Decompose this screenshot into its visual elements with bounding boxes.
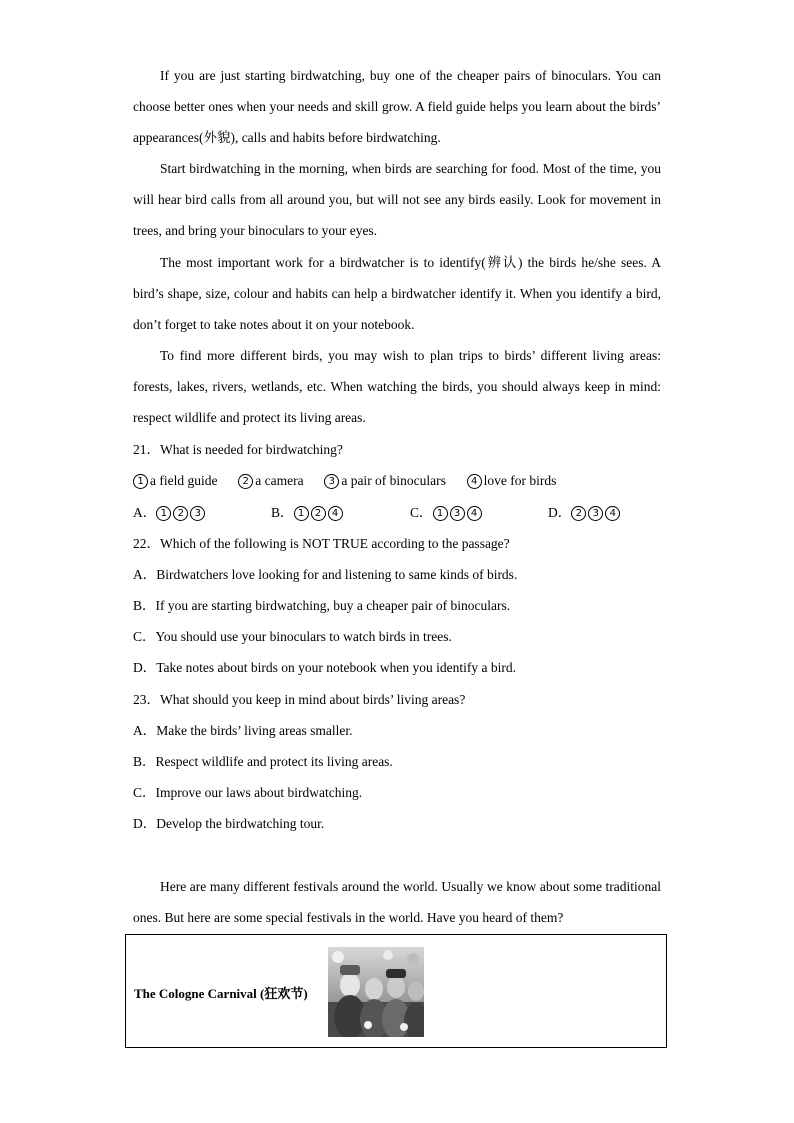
- q22-option-c: C．You should use your binoculars to watch birds in trees.: [133, 629, 452, 644]
- q21-stem: 21．What is needed for birdwatching?: [133, 442, 343, 457]
- q23-option-a: A．Make the birds’ living areas smaller.: [133, 723, 353, 738]
- q22-stem: 22．Which of the following is NOT TRUE according to the passage?: [133, 536, 510, 551]
- carnival-photo: [328, 947, 424, 1037]
- q23-option-d: D．Develop the birdwatching tour.: [133, 816, 325, 831]
- q21-items: [133, 471, 556, 491]
- q21-option-b: B． 1 2 4: [271, 503, 345, 523]
- festival-title: The Cologne Carnival (狂欢节): [134, 986, 308, 1001]
- q21-item-1: 1 a field guide: [133, 473, 217, 488]
- q22-option-b: B．If you are starting birdwatching, buy a cheaper pair of binoculars.: [133, 598, 511, 613]
- q21-item-3: 3 a pair of binoculars: [324, 473, 446, 488]
- q23-option-c: C．Improve our laws about birdwatching.: [133, 785, 363, 800]
- q21-option-a: A． 1 2 3: [133, 503, 207, 523]
- q23-option-b: B．Respect wildlife and protect its living areas.: [133, 754, 393, 769]
- passage1-paragraph-4: To find more different birds, you may wish to plan trips to birds’ different living areas: forests, lakes, rivers, wetlands, etc. When watching the birds, you should always keep in mind: respect wildlife and protect its living areas.: [133, 348, 661, 426]
- festival-table: [125, 934, 667, 1048]
- q22-option-a: A．Birdwatchers love looking for and listening to same kinds of birds.: [133, 567, 518, 582]
- carnival-photo-image: [328, 947, 424, 1037]
- q22-option-d: D．Take notes about birds on your notebook when you identify a bird.: [133, 660, 516, 675]
- passage2-intro: Here are many different festivals around the world. Usually we know about some traditional ones. But here are some special festivals in the world. Have you heard of them?: [133, 879, 661, 926]
- passage1-paragraph-2: Start birdwatching in the morning, when birds are searching for food. Most of the time, you will hear bird calls from all around you, but will not see any birds easily. Look for movement in trees, and bring your binoculars to your eyes.: [133, 161, 661, 239]
- passage1-paragraph-1: If you are just starting birdwatching, buy one of the cheaper pairs of binoculars. You can choose better ones when your needs and skill grow. A field guide helps you learn about the birds’ appearances(外貌), calls and habits before birdwatching.: [133, 68, 661, 146]
- q21-item-2: 2 a camera: [238, 473, 303, 488]
- q21-option-c: C． 1 3 4: [410, 503, 484, 523]
- passage1-paragraph-3: The most important work for a birdwatcher is to identify(辨认) the birds he/she sees. A bird’s shape, size, colour and habits can help a birdwatcher identify it. When you identify a bird, don’t forget to take notes about it on your notebook.: [133, 255, 661, 333]
- q21-item-4: 4 love for birds: [467, 473, 557, 488]
- q23-stem: 23．What should you keep in mind about birds’ living areas?: [133, 692, 466, 707]
- q21-option-d: D． 2 3 4: [548, 503, 622, 523]
